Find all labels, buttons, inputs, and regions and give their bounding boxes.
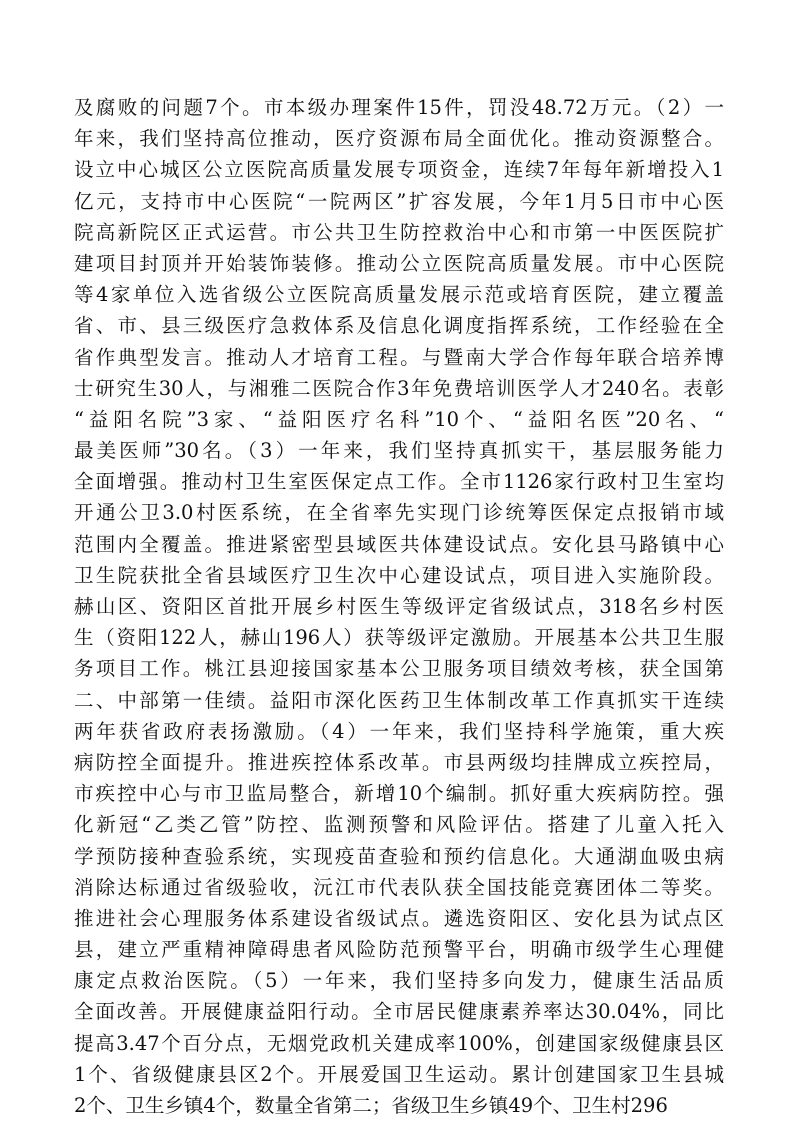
text-line: 学预防接种查验系统，实现疫苗查验和预约信息化。大通湖血吸虫病 <box>74 844 724 868</box>
text-line: 化新冠“乙类乙管”防控、监测预警和风险评估。搭建了儿童入托入 <box>74 813 724 837</box>
text-line: 亿元，支持市中心医院“一院两区”扩容发展，今年1月5日市中心医 <box>74 189 724 213</box>
text-line: “益阳名院”3家、“益阳医疗名科”10个、“益阳名医”20名、“ <box>74 407 724 431</box>
text-line: 及腐败的问题7个。市本级办理案件15件，罚没48.72万元。（2）一 <box>74 96 724 119</box>
text-line: 年来，我们坚持高位推动，医疗资源布局全面优化。推动资源整合。 <box>74 127 724 151</box>
text-line: 生（资阳122人，赫山196人）获等级评定激励。开展基本公共卫生服 <box>74 626 724 650</box>
text-line: 范围内全覆盖。推进紧密型县域医共体建设试点。安化县马路镇中心 <box>74 532 724 556</box>
body-text <box>74 92 724 1121</box>
text-line: 全面增强。推动村卫生室医保定点工作。全市1126家行政村卫生室均 <box>74 470 724 494</box>
text-line: 卫生院获批全省县域医疗卫生次中心建设试点，项目进入实施阶段。 <box>74 563 724 587</box>
text-line: 赫山区、资阳区首批开展乡村医生等级评定省级试点，318名乡村医 <box>74 595 724 618</box>
text-line: 二、中部第一佳绩。益阳市深化医药卫生体制改革工作真抓实干连续 <box>74 688 724 712</box>
text-line: 省、市、县三级医疗急救体系及信息化调度指挥系统，工作经验在全 <box>74 314 724 338</box>
text-line: 务项目工作。桃江县迎接国家基本公卫服务项目绩效考核，获全国第 <box>74 657 724 681</box>
text-line: 2个、卫生乡镇4个，数量全省第二；省级卫生乡镇49个、卫生村296 <box>74 1094 668 1117</box>
text-line: 士研究生30人，与湘雅二医院合作3年免费培训医学人才240名。表彰 <box>74 376 724 400</box>
text-line: 最美医师”30名。（3）一年来，我们坚持真抓实干，基层服务能力 <box>74 439 724 463</box>
text-line: 建项目封顶并开始装饰装修。推动公立医院高质量发展。市中心医院 <box>74 251 724 275</box>
text-line: 全面改善。开展健康益阳行动。全市居民健康素养率达30.04%，同比 <box>74 1000 724 1024</box>
text-line: 开通公卫3.0村医系统，在全省率先实现门诊统筹医保定点报销市域 <box>74 501 724 525</box>
text-line: 院高新院区正式运营。市公共卫生防控救治中心和市第一中医医院扩 <box>74 220 724 244</box>
text-line: 设立中心城区公立医院高质量发展专项资金，连续7年每年新增投入1 <box>74 158 724 182</box>
text-line: 1个、省级健康县区2个。开展爱国卫生运动。累计创建国家卫生县城 <box>74 1062 724 1086</box>
text-line: 康定点救治医院。（5）一年来，我们坚持多向发力，健康生活品质 <box>74 969 724 993</box>
text-line: 提高3.47个百分点，无烟党政机关建成率100%，创建国家级健康县区 <box>74 1031 724 1055</box>
text-line: 推进社会心理服务体系建设省级试点。遴选资阳区、安化县为试点区 <box>74 906 724 930</box>
text-line: 病防控全面提升。推进疾控体系改革。市县两级均挂牌成立疾控局， <box>74 750 724 774</box>
text-line: 省作典型发言。推动人才培育工程。与暨南大学合作每年联合培养博 <box>74 345 724 369</box>
text-line: 消除达标通过省级验收，沅江市代表队获全国技能竞赛团体二等奖。 <box>74 875 724 899</box>
text-line: 县，建立严重精神障碍患者风险防范预警平台，明确市级学生心理健 <box>74 938 724 962</box>
text-line: 两年获省政府表扬激励。（4）一年来，我们坚持科学施策，重大疾 <box>74 719 724 743</box>
text-line: 市疾控中心与市卫监局整合，新增10个编制。抓好重大疾病防控。强 <box>74 782 724 806</box>
text-line: 等4家单位入选省级公立医院高质量发展示范或培育医院，建立覆盖 <box>74 283 724 307</box>
